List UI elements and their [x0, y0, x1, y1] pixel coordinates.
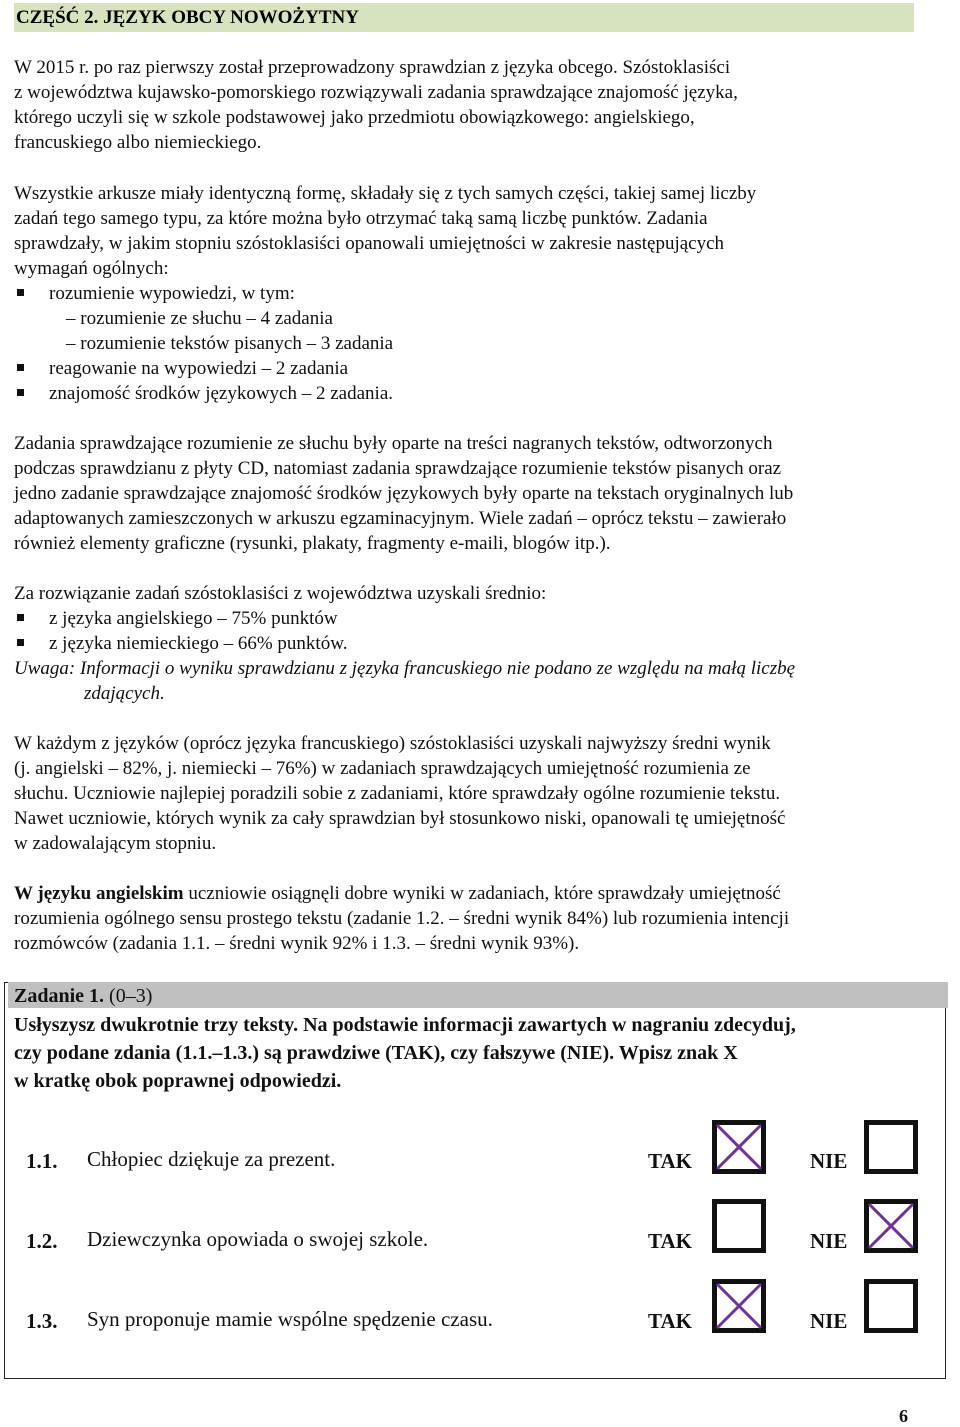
- nie-checkbox[interactable]: [864, 1120, 918, 1174]
- instruction-line: czy podane zdania (1.1.–1.3.) są prawdziwe (TAK), czy fałszywe (NIE). Wpisz znak X: [14, 1042, 738, 1064]
- instruction-line: Usłyszysz dwukrotnie trzy teksty. Na podstawie informacji zawartych w nagraniu zdecyduj,: [14, 1014, 796, 1036]
- list-item: reagowanie na wypowiedzi – 2 zadania: [14, 356, 910, 381]
- requirements-sublist: [14, 306, 910, 356]
- text-line: sprawdzały, w jakim stopniu szóstoklasiści opanowali umiejętności w zakresie następujących: [14, 233, 725, 254]
- section-header: CZĘŚĆ 2. JĘZYK OBCY NOWOŻYTNY: [14, 3, 914, 32]
- nie-label: NIE: [810, 1149, 848, 1173]
- requirements-list-2: [14, 356, 910, 406]
- text-line: z województwa kujawsko-pomorskiego rozwiązywali zadania sprawdzające znajomość języka,: [14, 82, 738, 103]
- bullet-square-icon: [17, 289, 24, 296]
- text-line: słuchu. Uczniowie najlepiej poradzili sobie z zadaniami, które sprawdzały ogólne rozumienie tekstu.: [14, 783, 781, 804]
- intro-paragraph-3: [14, 431, 910, 556]
- x-mark-icon: [864, 1199, 918, 1253]
- text-line: rozumienia ogólnego sensu prostego tekstu (zadanie 1.2. – średni wynik 84%) lub rozumienia intencji: [14, 908, 790, 929]
- nie-checkbox[interactable]: [864, 1199, 918, 1253]
- page-number: 6: [899, 1406, 908, 1426]
- list-item: znajomość środków językowych – 2 zadania.: [14, 381, 910, 406]
- list-item: – rozumienie ze słuchu – 4 zadania: [66, 308, 333, 329]
- tak-label: TAK: [648, 1149, 692, 1173]
- text-line: W każdym z języków (oprócz języka francuskiego) szóstoklasiści uzyskali najwyższy średni wynik: [14, 733, 771, 754]
- item-number: 1.1.: [26, 1149, 58, 1173]
- nie-label: NIE: [810, 1229, 848, 1253]
- item-number: 1.3.: [26, 1309, 58, 1333]
- text-line: jedno zadanie sprawdzające znajomość środków językowych były oparte na tekstach oryginalnych lub: [14, 483, 794, 504]
- tak-label: TAK: [648, 1229, 692, 1253]
- list-item: rozumienie wypowiedzi, w tym:: [14, 281, 910, 306]
- item-statement: Dziewczynka opowiada o swojej szkole.: [87, 1227, 429, 1251]
- text-line: W języku angielskim uczniowie osiągnęli dobre wyniki w zadaniach, które sprawdzały umiejętność: [14, 883, 781, 904]
- text-line: Nawet uczniowie, których wynik za cały sprawdzian był stosunkowo niski, opanowali tę umiejętność: [14, 808, 786, 829]
- x-mark-icon: [712, 1120, 766, 1174]
- item-statement: Syn proponuje mamie wspólne spędzenie czasu.: [87, 1307, 493, 1331]
- item-statement: Chłopiec dziękuje za prezent.: [87, 1147, 336, 1171]
- instruction-line: w kratkę obok poprawnej odpowiedzi.: [14, 1070, 342, 1092]
- text-line: francuskiego albo niemieckiego.: [14, 132, 262, 153]
- tak-checkbox[interactable]: [712, 1199, 766, 1253]
- note-line: zdających.: [84, 683, 165, 704]
- intro-paragraph-4: [14, 581, 910, 706]
- emphasis-text: W języku angielskim: [14, 883, 184, 904]
- list-item: z języka angielskiego – 75% punktów: [14, 606, 910, 631]
- requirements-list: [14, 281, 910, 306]
- text-line: W 2015 r. po raz pierwszy został przeprowadzony sprawdzian z języka obcego. Szóstoklasiści: [14, 57, 731, 78]
- task-instructions: [14, 1011, 946, 1095]
- results-list: [14, 606, 910, 656]
- nie-checkbox[interactable]: [864, 1279, 918, 1333]
- tak-checkbox[interactable]: [712, 1120, 766, 1174]
- text-line: w zadowalającym stopniu.: [14, 833, 217, 854]
- intro-paragraph-1: [14, 55, 910, 155]
- text-line: wymagań ogólnych:: [14, 258, 169, 279]
- x-mark-icon: [712, 1279, 766, 1333]
- text-line: Wszystkie arkusze miały identyczną formę, składały się z tych samych części, takiej samej liczby: [14, 183, 757, 204]
- text-line: zadań tego samego typu, za które można było otrzymać taką samą liczbę punktów. Zadania: [14, 208, 708, 229]
- intro-paragraph-2: [14, 181, 910, 406]
- tak-label: TAK: [648, 1309, 692, 1333]
- task-item-1-2: [26, 1209, 926, 1271]
- item-number: 1.2.: [26, 1229, 58, 1253]
- text-line: adaptowanych zamieszczonych w arkuszu egzaminacyjnym. Wiele zadań – oprócz tekstu – zawierało: [14, 508, 787, 529]
- task-title: Zadanie 1. (0–3): [8, 982, 948, 1008]
- list-item: – rozumienie tekstów pisanych – 3 zadania: [66, 333, 394, 354]
- list-item: z języka niemieckiego – 66% punktów.: [14, 631, 910, 656]
- intro-paragraph-6: [14, 881, 910, 956]
- text-line: którego uczyli się w szkole podstawowej jako przedmiotu obowiązkowego: angielskiego,: [14, 107, 695, 128]
- bullet-square-icon: [17, 389, 24, 396]
- task-item-1-3: [26, 1289, 926, 1351]
- task-item-1-1: [26, 1129, 926, 1191]
- bullet-square-icon: [17, 614, 24, 621]
- note-line: Uwaga: Informacji o wyniku sprawdzianu z języka francuskiego nie podano ze względu na małą liczbę: [14, 658, 796, 679]
- bullet-square-icon: [17, 364, 24, 371]
- text-line: (j. angielski – 82%, j. niemiecki – 76%) w zadaniach sprawdzających umiejętność rozumienia ze: [14, 758, 751, 779]
- bullet-square-icon: [17, 639, 24, 646]
- text-line: rozmówców (zadania 1.1. – średni wynik 92% i 1.3. – średni wynik 93%).: [14, 933, 580, 954]
- text-line: Za rozwiązanie zadań szóstoklasiści z województwa uzyskali średnio:: [14, 583, 547, 604]
- text-line: Zadania sprawdzające rozumienie ze słuchu były oparte na treści nagranych tekstów, odtworzonych: [14, 433, 773, 454]
- text-line: podczas sprawdzianu z płyty CD, natomiast zadania sprawdzające rozumienie tekstów pisanych oraz: [14, 458, 782, 479]
- nie-label: NIE: [810, 1309, 848, 1333]
- text-line: również elementy graficzne (rysunki, plakaty, fragmenty e-maili, blogów itp.).: [14, 533, 611, 554]
- tak-checkbox[interactable]: [712, 1279, 766, 1333]
- intro-paragraph-5: [14, 731, 910, 856]
